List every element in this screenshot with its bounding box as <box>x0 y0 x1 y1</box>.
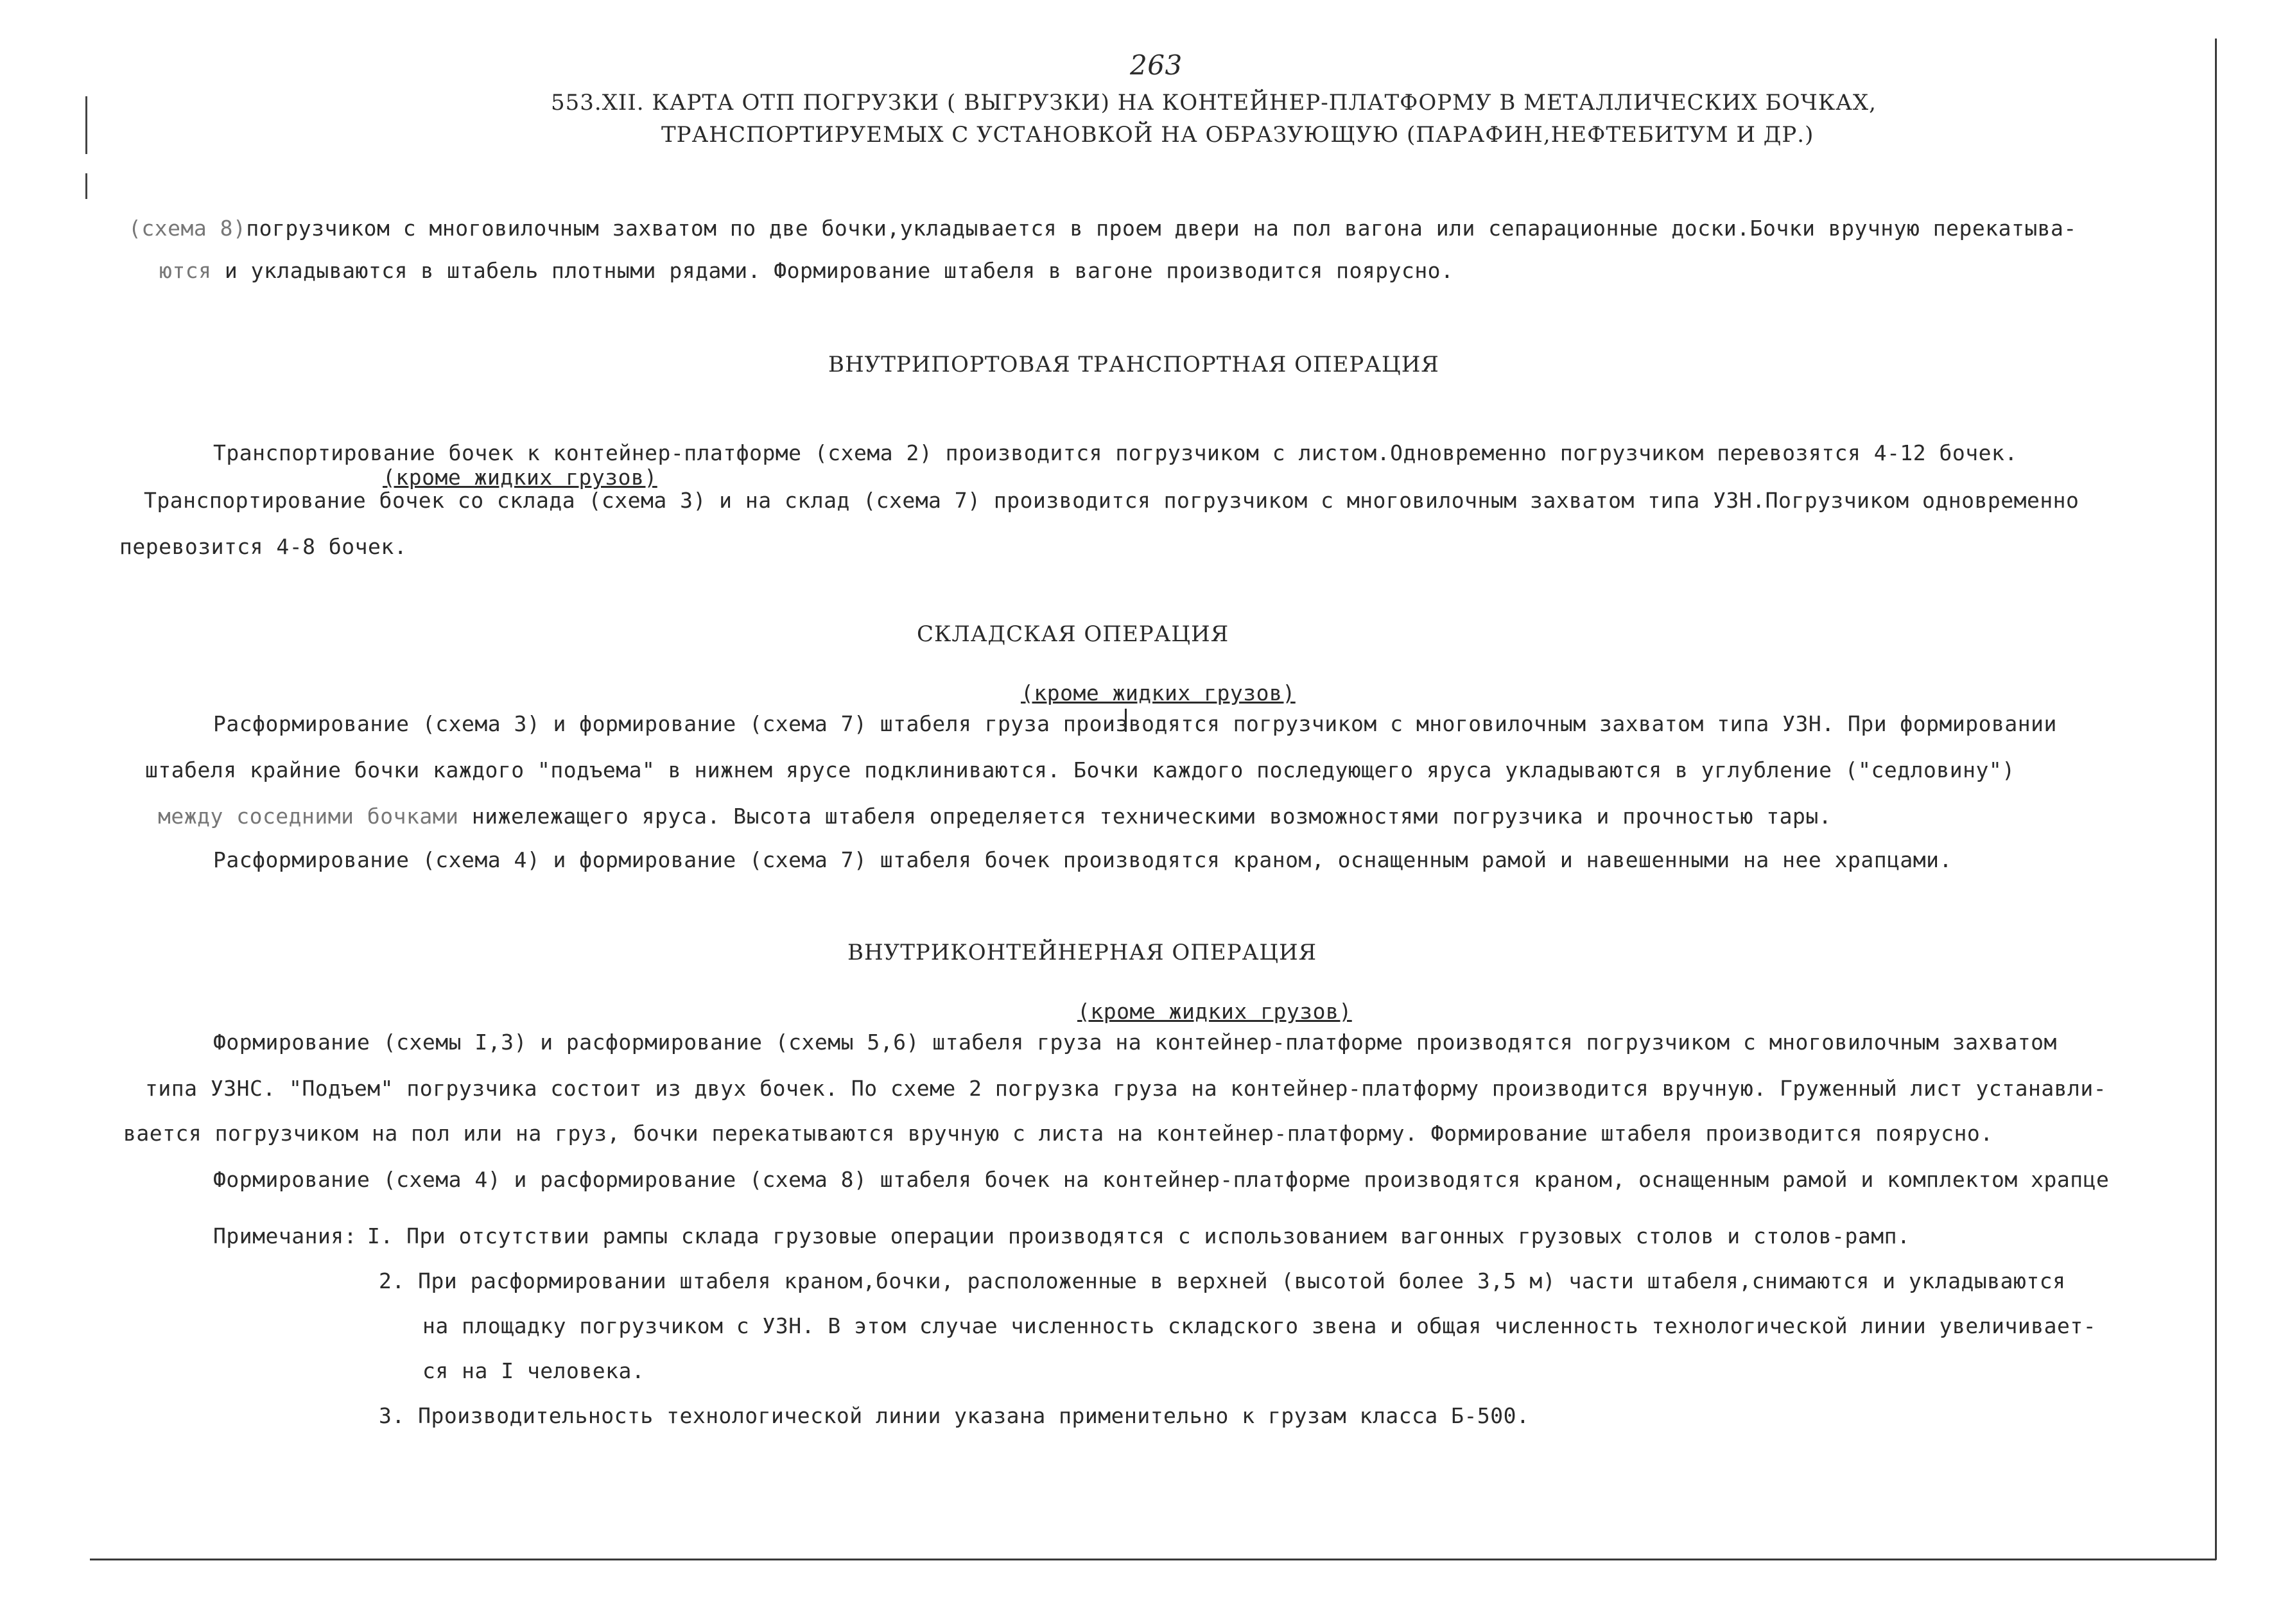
container-annotation-text: (кроме жидких грузов) <box>1077 999 1352 1024</box>
warehouse-line-3 <box>158 804 1832 829</box>
section-heading-warehouse: СКЛАДСКАЯ ОПЕРАЦИЯ <box>917 621 1229 647</box>
note-1: I. При отсутствии рампы склада грузовые операции производятся с использованием вагонных грузовых столов и столов-рамп. <box>367 1223 1911 1248</box>
warehouse-line-3-lead: между соседними бочками <box>158 804 459 829</box>
transport-line-1-tail: Одновременно погрузчиком перевозятся 4-12 бочек. <box>1390 440 2018 465</box>
intro-line-2-lead: ются <box>159 258 212 283</box>
warehouse-annotation <box>1021 680 1296 705</box>
container-line-1: Формирование (схемы I,3) и расформирование (схемы 5,6) штабеля груза на контейнер-платформе производятся погрузчиком с многовилочным захватом <box>213 1030 2057 1055</box>
warehouse-line-1: Расформирование (схема 3) и формирование (схема 7) штабеля груза производятся погрузчиком с многовилочным захватом типа УЗН. При формировании <box>213 711 2057 736</box>
warehouse-line-4: Расформирование (схема 4) и формирование (схема 7) штабеля бочек производятся краном, оснащенным рамой и навешенными на нее храпцами. <box>213 847 1952 872</box>
document-title-line-1: 553.XII. КАРТА ОТП ПОГРУЗКИ ( ВЫГРУЗКИ) НА КОНТЕЙНЕР-ПЛАТФОРМУ В МЕТАЛЛИЧЕСКИХ БОЧКАХ, <box>551 90 1877 116</box>
warehouse-line-3-text: нижележащего яруса. Высота штабеля определяется техническими возможностями погрузчика и прочностью тары. <box>471 804 1832 829</box>
container-line-3: вается погрузчиком на пол или на груз, бочки перекатываются вручную с листа на контейнер-платформу. Формирование штабеля производится поярусно. <box>123 1121 1993 1146</box>
intro-line-2 <box>159 258 1454 284</box>
intro-line-2-text: и укладываются в штабель плотными рядами. Формирование штабеля в вагоне производится поярусно. <box>224 258 1454 283</box>
container-annotation <box>1077 999 1352 1024</box>
container-line-4: Формирование (схема 4) и расформирование (схема 8) штабеля бочек на контейнер-платформе производятся краном, оснащенным рамой и комплектом храпце <box>213 1167 2110 1192</box>
transport-annotation-text: (кроме жидких грузов) <box>383 465 657 490</box>
transport-annotation <box>383 465 657 490</box>
section-heading-container: ВНУТРИКОНТЕЙНЕРНАЯ ОПЕРАЦИЯ <box>847 940 1317 965</box>
note-2-line-1: 2. При расформировании штабеля краном,бочки, расположенные в верхней (высотой более 3,5 м) части штабеля,снимаются и укладываются <box>379 1268 2066 1293</box>
document-title-line-2: ТРАНСПОРТИРУЕМЫХ С УСТАНОВКОЙ НА ОБРАЗУЮЩУЮ (ПАРАФИН,НЕФТЕБИТУМ И ДР.) <box>661 122 1814 148</box>
transport-line-1 <box>213 440 2018 466</box>
left-edge-mark <box>85 173 87 199</box>
warehouse-annotation-text: (кроме жидких грузов) <box>1021 680 1296 705</box>
bottom-border-line <box>90 1559 2216 1560</box>
intro-line-1-lead: (схема 8) <box>128 216 247 241</box>
page-number: 263 <box>1130 49 1183 81</box>
left-edge-mark <box>85 96 87 154</box>
notes-label: Примечания: <box>213 1223 358 1248</box>
container-line-2: типа УЗНС. "Подъем" погрузчика состоит из двух бочек. По схеме 2 погрузка груза на контейнер-платформу производится вручную. Груженный лист устанавли- <box>145 1076 2107 1101</box>
right-border-line <box>2215 39 2217 1560</box>
transport-line-3: перевозится 4-8 бочек. <box>119 534 408 559</box>
note-2-line-2: на площадку погрузчиком с УЗН. В этом случае численность складского звена и общая численность технологической линии увеличивает- <box>422 1313 2097 1338</box>
transport-line-1-text: Транспортирование бочек к контейнер-платформе (схема 2) производится погрузчиком с листом. <box>213 440 1391 465</box>
note-3: 3. Производительность технологической линии указана применительно к грузам класса Б-500. <box>379 1403 1530 1428</box>
section-heading-transport: ВНУТРИПОРТОВАЯ ТРАНСПОРТНАЯ ОПЕРАЦИЯ <box>828 352 1439 377</box>
warehouse-line-2: штабеля крайние бочки каждого "подъема" в нижнем ярусе подклиниваются. Бочки каждого последующего яруса укладываются в углубление ("седловину") <box>145 757 2015 782</box>
note-2-line-3: ся на I человека. <box>422 1358 645 1383</box>
intro-line-1-text: погрузчиком с многовилочным захватом по две бочки,укладывается в проем двери на пол вагона или сепарационные доски.Бочки вручную перекатыва- <box>246 216 2077 241</box>
intro-line-1 <box>128 216 2077 241</box>
transport-line-2: Транспортирование бочек со склада (схема 3) и на склад (схема 7) производится погрузчиком с многовилочным захватом типа УЗН.Погрузчиком одновременно <box>144 488 2079 513</box>
